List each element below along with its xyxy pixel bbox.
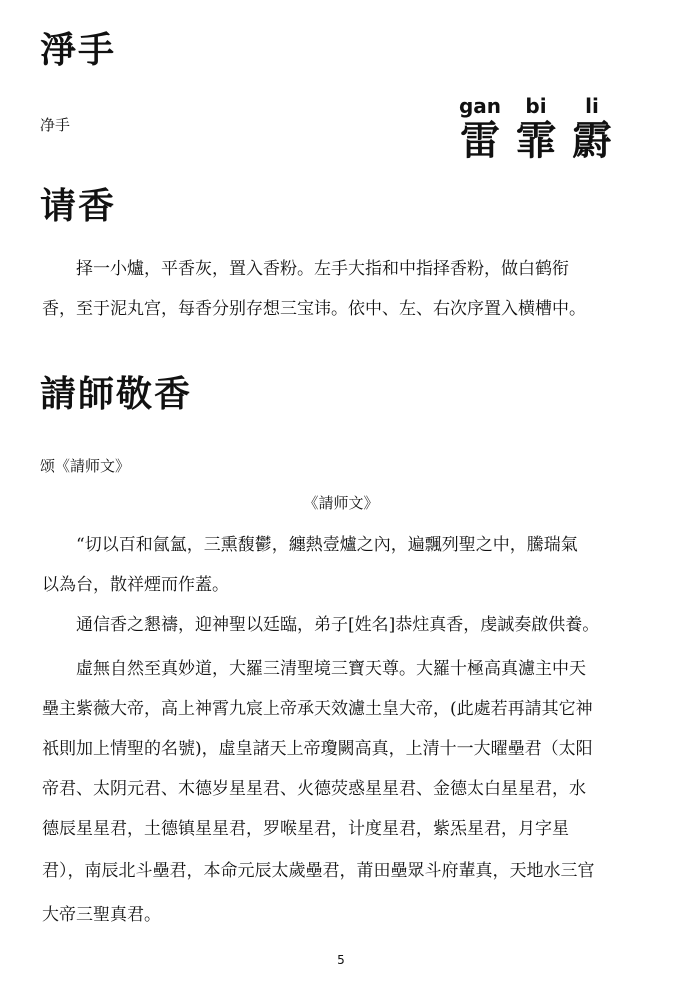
invocation-line: 壘主紫薇大帝，高上神霄九宸上帝承天效濾土皇大帝，(此處若再請其它神 — [42, 699, 593, 719]
talisman-glyph-row — [452, 118, 622, 164]
pinyin-syllable: gan — [458, 94, 502, 118]
talisman-glyph: 雷 — [460, 117, 500, 164]
recite-label: 颂《請师文》 — [40, 457, 131, 475]
invocation-line: 虛無自然至真妙道，大羅三清聖境三寶天尊。大羅十極高真濾主中天 — [76, 659, 586, 679]
text-title: 《請师文》 — [303, 494, 379, 512]
talisman-block — [452, 94, 622, 164]
invocation-line: 君），南辰北斗壘君，本命元辰太歲壘君，莆田壘眾斗府輩真，天地水三官 — [42, 861, 595, 881]
section-title-wash-hands: 淨手 — [40, 30, 117, 71]
invocation-line: 祇則加上情聖的名號)，虛皇諸天上帝瓊闕高真，上清十一大曜壘君（太阳 — [42, 739, 593, 759]
incense-instruction-line: 择一小爐，平香灰，置入香粉。左手大指和中指择香粉，做白鹤衔 — [76, 259, 569, 279]
wash-hands-text: 净手 — [40, 116, 71, 134]
pinyin-syllable: li — [585, 94, 599, 118]
section-title-invite-master: 請師敬香 — [40, 374, 193, 415]
pinyin-row — [452, 94, 622, 118]
pinyin-syllable: bi — [525, 94, 547, 118]
incense-instruction-line: 香，至于泥丸宫，每香分别存想三宝讳。依中、左、右次序置入横槽中。 — [42, 299, 586, 319]
invocation-line: 以為台，散祥煙而作蓋。 — [42, 575, 229, 595]
page-number: 5 — [337, 953, 345, 967]
talisman-glyph: 霨 — [572, 117, 612, 164]
invocation-line: 通信香之懇禱，迎神聖以廷臨，弟子[姓名]恭炷真香，虔誠奏啟供養。 — [76, 615, 600, 635]
invocation-line: 德辰星星君，土德镇星星君，罗喉星君，计度星君，紫炁星君，月字星 — [42, 819, 569, 839]
invocation-line: “切以百和氤氳，三熏馥鬱，纏熱壹爐之內，遍飄列聖之中，騰瑞氣 — [76, 535, 578, 555]
section-title-request-incense: 请香 — [40, 186, 117, 227]
invocation-line: 大帝三聖真君。 — [42, 905, 161, 925]
invocation-line: 帝君、太阴元君、木德岁星星君、火德荧惑星星君、金德太白星星君，水 — [42, 779, 586, 799]
talisman-glyph: 霏 — [516, 117, 556, 164]
